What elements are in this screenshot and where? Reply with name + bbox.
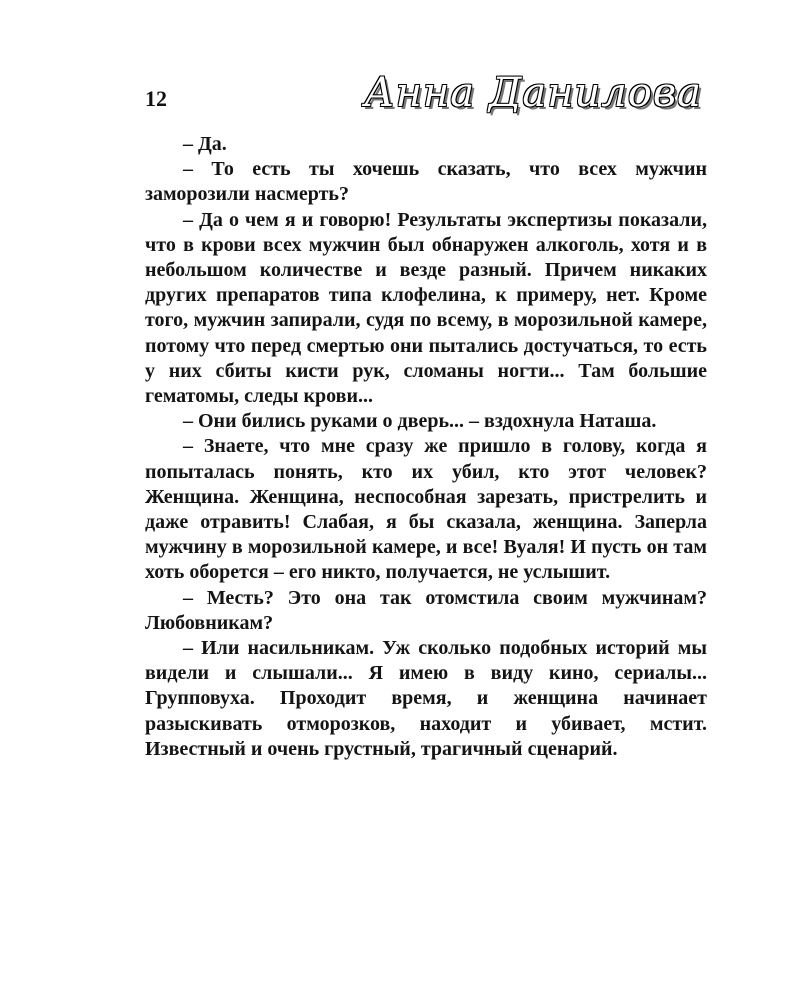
paragraph: – Или насильникам. Уж сколько подобных историй мы видели и слышали... Я имею в виду кино, сериалы... Групповуха. Проходит время, и женщина начинает разыскивать отморозков, находит и убивает, мстит. Известный и очень грустный, трагичный сценарий. xyxy=(145,637,707,760)
paragraph: – То есть ты хочешь сказать, что всех мужчин заморозили насмерть? xyxy=(145,158,707,206)
paragraph: – Месть? Это она так отомстила своим мужчинам? Любовникам? xyxy=(145,586,707,634)
running-header-author: Анна Данилова xyxy=(364,70,702,116)
paragraph: – Да. xyxy=(183,133,227,155)
page-number: 12 xyxy=(145,86,167,111)
paragraph: – Да о чем я и говорю! Результаты экспертизы показали, что в крови всех мужчин был обнаружен алкоголь, хотя и в небольшом количестве и везде разный. Причем никаких других препаратов типа клофелина, к примеру, нет. Кроме того, мужчин запирали, судя по всему, в морозильной камере, потому что перед смертью они пытались достучаться, то есть у них сбиты кисти рук, сломаны ногти... Там большие гематомы, следы крови... xyxy=(145,208,707,408)
paragraph: – Они бились руками о дверь... – вздохнула Наташа. xyxy=(183,410,657,433)
paragraph: – Знаете, что мне сразу же пришло в голову, когда я попыталась понять, кто их убил, кто этот человек? Женщина. Женщина, неспособная зарезать, пристрелить и даже отравить! Слабая, я бы сказала, женщина. Заперла мужчину в морозильной камере, и все! Вуаля! И пусть он там хоть оборется – его никто, получается, не услышит. xyxy=(145,435,707,584)
body-text xyxy=(145,132,707,762)
